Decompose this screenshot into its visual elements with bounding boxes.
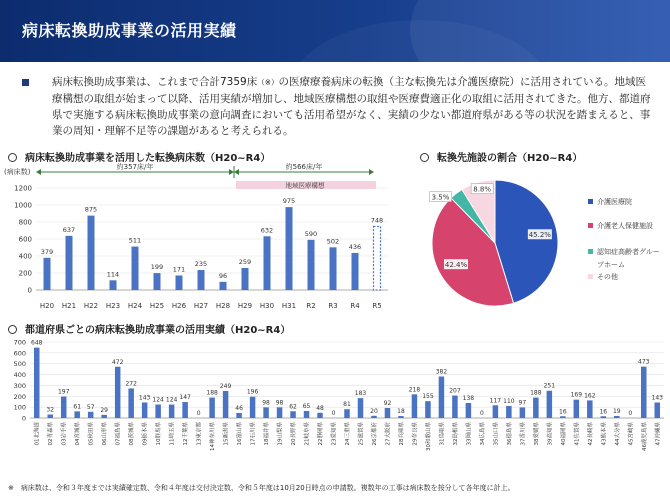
- bar: [587, 400, 593, 418]
- bar: [317, 413, 323, 418]
- x-tick-label: 05秋田県: [88, 422, 95, 446]
- y-tick-label: 100: [13, 403, 26, 412]
- data-label: 590: [304, 229, 318, 238]
- data-label: 632: [260, 226, 274, 235]
- data-label: 57: [86, 403, 95, 411]
- bar: [74, 411, 80, 418]
- x-tick-label: 11埼玉県: [169, 422, 176, 446]
- x-tick-label: 10群馬県: [156, 422, 163, 446]
- bar: [412, 394, 418, 418]
- bar: [250, 397, 256, 418]
- data-label: 196: [246, 388, 259, 396]
- data-label: 637: [62, 225, 76, 234]
- x-tick-label: 01北海道: [34, 422, 41, 446]
- bar: [344, 409, 350, 418]
- data-label: 188: [530, 389, 542, 397]
- bar: [385, 408, 391, 418]
- bar: [493, 405, 499, 418]
- x-tick-label: 17石川県: [250, 422, 257, 446]
- bar: [242, 268, 249, 290]
- x-tick-label: H24: [127, 302, 143, 310]
- x-tick-label: 12千葉県: [183, 422, 190, 446]
- bar: [655, 402, 661, 418]
- x-tick-label: H20: [39, 302, 55, 310]
- x-tick-label: 03岩手県: [61, 422, 68, 446]
- x-tick-label: H31: [281, 302, 297, 310]
- pie-label: 3.5%: [431, 193, 450, 202]
- arrow-period-2-head: [234, 169, 239, 175]
- bar: [264, 236, 271, 290]
- data-label: 183: [354, 390, 367, 398]
- y-tick-label: 200: [13, 392, 26, 401]
- data-label: 249: [219, 382, 232, 390]
- x-tick-label: 36徳島県: [506, 421, 513, 446]
- annotation-avg1: 約357床/年: [116, 163, 154, 171]
- bar: [142, 402, 148, 418]
- bar: [223, 391, 229, 418]
- data-label: 0: [196, 410, 201, 417]
- legend-swatch: [588, 249, 593, 254]
- data-label: 16: [599, 408, 608, 416]
- x-tick-label: H22: [83, 302, 99, 310]
- data-label: 16: [559, 408, 567, 416]
- arrow-period-2-head: [369, 169, 374, 175]
- bar: [209, 398, 215, 418]
- bar: [398, 416, 404, 418]
- data-label: 188: [206, 389, 218, 397]
- x-tick-label: 22静岡県: [318, 422, 325, 446]
- x-tick-label: 38愛媛県: [533, 422, 540, 446]
- data-label: 62: [289, 403, 297, 411]
- data-label: 259: [238, 257, 252, 266]
- page-title: 病床転換助成事業の活用実績: [22, 21, 237, 40]
- bar: [560, 416, 566, 418]
- bar: [520, 407, 526, 418]
- x-tick-label: H27: [193, 302, 209, 310]
- x-tick-label: 18福井県: [264, 422, 271, 446]
- x-tick-label: H30: [259, 302, 275, 310]
- arrow-period-1-head: [36, 169, 41, 175]
- data-label: 18: [397, 408, 405, 416]
- x-tick-label: 25滋賀県: [358, 422, 365, 446]
- x-tick-label: 02青森県: [48, 422, 55, 446]
- data-label: 199: [150, 263, 164, 272]
- x-tick-label: H23: [105, 302, 121, 310]
- data-label: 81: [343, 401, 351, 409]
- x-tick-label: 19山梨県: [277, 422, 284, 446]
- y-tick-label: 1200: [14, 184, 32, 193]
- data-label: 0: [331, 410, 336, 417]
- x-tick-label: 20長野県: [291, 422, 298, 446]
- x-tick-label: 45宮崎県: [628, 422, 635, 446]
- y-tick-label: 300: [13, 381, 26, 390]
- bar: [220, 282, 227, 290]
- pie-label: 8.8%: [473, 185, 492, 194]
- footnote: ※ 病床数は、令和３年度までは実績確定数、令和４年度は交付決定数、令和５年度は10月20日時点の申請数。複数年の工事は病床数を按分して各年度に計上。: [8, 484, 515, 492]
- x-tick-label: H28: [215, 302, 231, 310]
- bullet-icon: [22, 79, 29, 86]
- y-tick-label: 200: [18, 269, 32, 278]
- data-label: 143: [651, 394, 663, 402]
- bar: [47, 415, 53, 418]
- x-tick-label: 08茨城県: [129, 422, 136, 446]
- annotation-avg2: 約566床/年: [285, 163, 323, 171]
- data-label: 169: [570, 391, 583, 399]
- y-tick-label: 400: [18, 252, 32, 261]
- data-label: 875: [84, 205, 98, 214]
- x-tick-label: 43熊本県: [601, 422, 608, 446]
- y-axis-label: (病床数): [4, 168, 31, 176]
- data-label: 46: [235, 405, 243, 413]
- bar: [88, 412, 94, 418]
- x-tick-label: H21: [61, 302, 77, 310]
- chart-prefecture: [0, 332, 670, 482]
- x-tick-label: 44大分県: [614, 422, 621, 446]
- bar: [132, 247, 139, 290]
- data-label: 97: [518, 399, 527, 407]
- x-tick-label: 15新潟県: [223, 422, 230, 446]
- data-label: 65: [302, 402, 311, 410]
- x-tick-label: 07福島県: [115, 422, 122, 446]
- data-label: 472: [111, 358, 124, 366]
- data-label: 975: [282, 197, 296, 206]
- data-label: 197: [57, 388, 70, 396]
- legend-label: 介護老人保健施設: [597, 222, 653, 230]
- x-tick-label: 39高知県: [547, 422, 554, 446]
- bar: [439, 377, 445, 418]
- section-title-text: 都道府県ごとの病床転換助成事業の活用実績（H20~R4）: [25, 325, 291, 336]
- x-tick-label: 47沖縄県: [655, 422, 662, 446]
- y-tick-label: 600: [18, 235, 32, 244]
- y-tick-label: 400: [13, 371, 26, 380]
- y-tick-label: 500: [13, 360, 26, 369]
- data-label: 98: [275, 399, 284, 407]
- data-label: 379: [40, 247, 54, 256]
- x-tick-label: 04宮城県: [75, 422, 82, 446]
- data-label: 124: [165, 396, 178, 404]
- x-tick-label: R5: [372, 302, 382, 310]
- x-tick-label: 31鳥取県: [439, 422, 446, 446]
- intro-paragraph: [22, 74, 652, 139]
- legend-label: その他: [597, 273, 618, 281]
- bar: [101, 415, 107, 418]
- arrow-period-1-head: [229, 169, 234, 175]
- legend-swatch: [588, 223, 593, 228]
- data-label: 124: [152, 396, 164, 404]
- x-tick-label: 35山口県: [493, 421, 500, 446]
- intro-text-post: の医療療養病床の転換（主な転換先は介護医療院）に活用されている。地域医療構想の取組が始まって以降、活用実績が増加し、地域医療構想の取組や医療費適正化の取組に活用されてきた。他方、都道府県で実施する病床転換助成事業の意向調査においても活用希望がなく、実績の少ない都道府県がある等の状況を踏まえると、事業の周知・理解不足等の課題があると考えられる。: [52, 76, 651, 137]
- bar: [452, 396, 458, 418]
- x-tick-label: 41佐賀県: [574, 422, 581, 446]
- x-tick-label: 37香川県: [520, 422, 527, 446]
- x-tick-label: 28兵庫県: [398, 422, 405, 446]
- y-tick-label: 0: [27, 286, 32, 295]
- data-label: 272: [125, 380, 137, 388]
- bar: [574, 400, 580, 418]
- data-label: 110: [503, 398, 515, 406]
- bar: [176, 275, 183, 290]
- x-tick-label: 06山形県: [102, 422, 109, 446]
- bar: [236, 413, 242, 418]
- data-label: 19: [612, 407, 621, 415]
- bar: [44, 258, 51, 290]
- bar: [641, 367, 647, 418]
- x-tick-label: R4: [350, 302, 360, 310]
- chart-yearly-conversion: [0, 160, 400, 318]
- pie-label: 45.2%: [528, 231, 551, 240]
- x-tick-label: H25: [149, 302, 165, 310]
- data-label: 98: [262, 399, 270, 407]
- bar: [547, 391, 553, 418]
- bar: [308, 240, 315, 290]
- bar: [330, 247, 337, 290]
- y-tick-label: 600: [13, 349, 26, 358]
- x-tick-label: H29: [237, 302, 253, 310]
- section-title-text: 転換先施設の割合（H20~R4）: [437, 153, 583, 164]
- x-tick-label: 32島根県: [452, 422, 459, 446]
- x-tick-label: 40福岡県: [560, 422, 567, 446]
- x-tick-label: H26: [171, 302, 187, 310]
- bar: [34, 348, 40, 418]
- data-label: 96: [218, 271, 228, 280]
- data-label: 61: [73, 403, 82, 411]
- bar: [304, 411, 310, 418]
- bar: [128, 388, 134, 418]
- legend-label: 介護医療院: [597, 198, 632, 206]
- bar: [614, 416, 620, 418]
- page-header: [0, 0, 670, 62]
- bar: [169, 405, 175, 418]
- y-tick-label: 700: [13, 338, 26, 347]
- data-label: 207: [449, 387, 461, 395]
- x-tick-label: R3: [328, 302, 338, 310]
- data-label: 502: [326, 237, 340, 246]
- x-tick-label: 13東京都: [196, 422, 203, 446]
- annotation-regional: 地域医療構想: [285, 181, 325, 190]
- bar: [466, 403, 472, 418]
- data-label: 511: [128, 236, 142, 245]
- x-tick-label: 29奈良県: [412, 422, 419, 446]
- bar: [198, 270, 205, 290]
- legend-swatch: [588, 199, 593, 204]
- x-tick-label: 42長崎県: [587, 422, 594, 446]
- data-label: 147: [179, 394, 191, 402]
- data-label: 155: [422, 393, 434, 401]
- data-label: 92: [383, 400, 392, 408]
- data-label: 235: [194, 260, 208, 269]
- data-label: 114: [106, 270, 120, 279]
- data-label: 32: [46, 406, 55, 414]
- bar: [66, 236, 73, 290]
- data-label: 473: [638, 358, 650, 366]
- x-tick-label: 26京都府: [371, 422, 378, 446]
- x-tick-label: 27大阪府: [385, 422, 392, 446]
- data-label: 138: [462, 395, 475, 403]
- data-label: 162: [584, 392, 596, 400]
- x-tick-label: 33岡山県: [466, 422, 473, 446]
- bar: [154, 273, 161, 290]
- bar: [263, 407, 269, 418]
- data-label: 0: [628, 410, 633, 417]
- bar: [425, 401, 431, 418]
- data-label: 48: [316, 404, 324, 412]
- bar: [88, 216, 95, 290]
- bar-dashed: [374, 226, 381, 290]
- data-label: 748: [370, 216, 384, 225]
- x-tick-label: 16富山県: [237, 422, 244, 446]
- data-label: 648: [31, 339, 43, 347]
- section-title-text: 病床転換助成事業を活用した転換病床数（H20~R4）: [25, 153, 271, 164]
- y-tick-label: 800: [18, 218, 32, 227]
- data-label: 117: [489, 397, 502, 405]
- x-tick-label: R2: [306, 302, 316, 310]
- bar: [290, 411, 296, 418]
- pie-label: 42.4%: [444, 261, 468, 270]
- y-tick-label: 1000: [14, 201, 32, 210]
- legend-swatch: [588, 274, 593, 279]
- bar: [533, 398, 539, 418]
- x-tick-label: 34広島県: [479, 422, 486, 446]
- data-label: 143: [138, 394, 151, 402]
- bar: [506, 406, 512, 418]
- bar: [115, 367, 121, 418]
- data-label: 171: [172, 265, 186, 274]
- intro-note-mark: （※）: [257, 78, 279, 87]
- legend-label: 認知症高齢者グルー: [597, 248, 660, 256]
- bar: [277, 407, 283, 418]
- bar: [601, 416, 607, 418]
- bar: [371, 416, 377, 418]
- data-label: 382: [435, 368, 448, 376]
- bar: [352, 253, 359, 290]
- data-label: 20: [370, 407, 378, 415]
- data-label: 0: [479, 410, 484, 417]
- x-tick-label: 46鹿児島県: [641, 422, 648, 451]
- bar: [61, 397, 67, 418]
- y-tick-label: 0: [21, 414, 26, 423]
- data-label: 29: [100, 406, 109, 414]
- bar: [358, 398, 364, 418]
- data-label: 251: [543, 382, 556, 390]
- x-tick-label: 09栃木県: [142, 422, 149, 446]
- bar: [286, 207, 293, 290]
- legend-label: プホーム: [597, 261, 625, 269]
- x-tick-label: 21岐阜県: [304, 422, 311, 446]
- data-label: 436: [348, 242, 362, 251]
- intro-text-pre: 病床転換助成事業は、これまで合計7359床: [52, 76, 258, 88]
- bar: [110, 280, 117, 290]
- chart-destination-pie: [405, 160, 670, 318]
- data-label: 218: [408, 386, 421, 394]
- x-tick-label: 14神奈川県: [210, 422, 217, 451]
- bar: [182, 402, 188, 418]
- x-tick-label: 24三重県: [345, 422, 351, 446]
- x-tick-label: 30和歌山県: [425, 422, 432, 451]
- bar: [155, 405, 161, 418]
- x-tick-label: 23愛知県: [331, 422, 338, 446]
